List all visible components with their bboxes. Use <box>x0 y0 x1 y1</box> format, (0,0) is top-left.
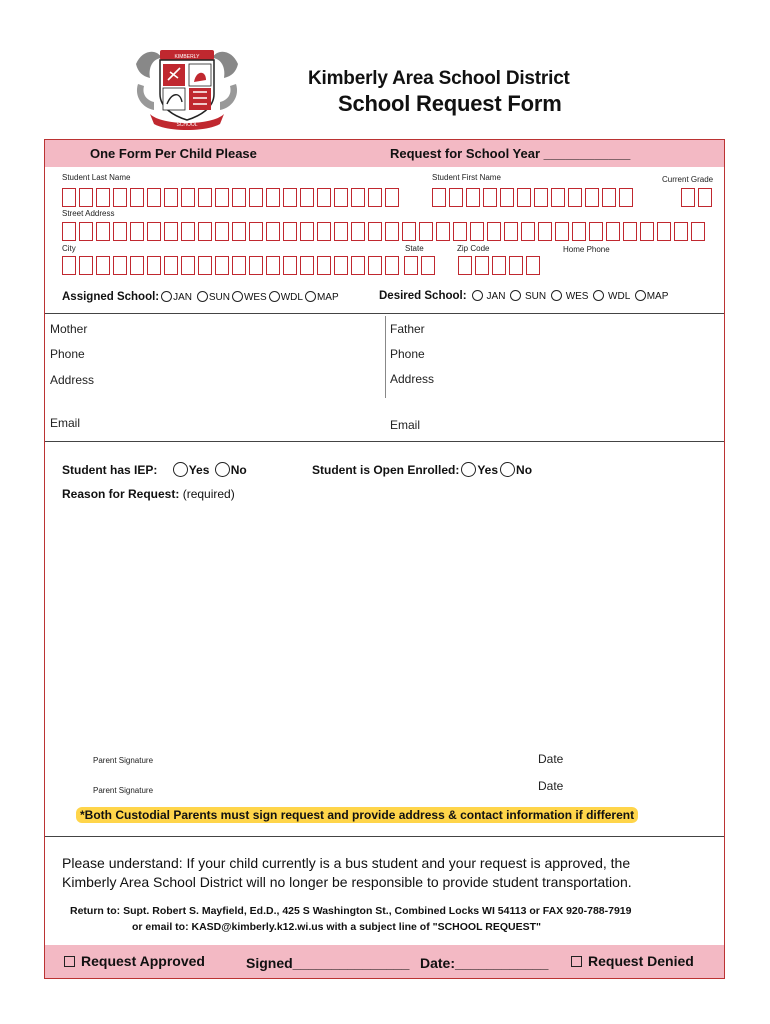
assigned-map-label: MAP <box>316 292 339 303</box>
street-label: Street Address <box>62 209 115 218</box>
parent-signature-line-2[interactable] <box>165 794 515 795</box>
crest-top-text: KIMBERLY <box>174 54 200 60</box>
signed-field[interactable]: Signed_______________ <box>246 955 410 971</box>
city-boxes[interactable] <box>62 256 402 275</box>
denied-checkbox[interactable] <box>571 956 582 967</box>
crest-bottom-text: SCHOOL <box>176 122 198 128</box>
last-name-label: Student Last Name <box>62 173 131 182</box>
assigned-map-radio[interactable] <box>305 291 316 302</box>
desired-wes-radio[interactable] <box>551 290 562 301</box>
request-approved[interactable] <box>64 953 205 969</box>
transport-notice <box>62 854 632 892</box>
desired-map-radio[interactable] <box>635 290 646 301</box>
reason-row <box>62 487 235 501</box>
father-label: Father <box>390 322 425 336</box>
reason-textarea[interactable] <box>62 508 702 748</box>
father-email-label: Email <box>390 418 421 432</box>
desired-map-label: MAP <box>646 291 669 302</box>
desired-wdl-radio[interactable] <box>593 290 604 301</box>
mother-phone-label: Phone <box>50 347 85 361</box>
desired-wdl-label: WDL <box>608 291 630 302</box>
return-line-2: or email to: KASD@kimberly.k12.wi.us with a subject line of "SCHOOL REQUEST" <box>132 921 541 933</box>
desired-wes-label: WES <box>565 291 589 302</box>
approval-date-field[interactable]: Date:____________ <box>420 955 549 971</box>
district-crest-logo <box>132 44 242 132</box>
transport-notice-line-1: Please understand: If your child currently is a bus student and your request is approved, the <box>62 855 631 871</box>
father-address-label: Address <box>390 372 435 386</box>
open-yes-label: Yes <box>477 463 499 477</box>
assigned-school-label: Assigned School: <box>62 291 160 303</box>
city-label: City <box>62 244 76 253</box>
desired-jan-radio[interactable] <box>472 290 483 301</box>
school-year-field[interactable]: Request for School Year ____________ <box>390 146 631 161</box>
return-line-1: Return to: Supt. Robert S. Mayfield, Ed.D., 425 S Washington St., Combined Locks WI 54113 or FAX 920-788-7919 <box>70 905 632 917</box>
approved-label: Request Approved <box>81 953 205 969</box>
divider-request-top <box>45 441 724 442</box>
first-name-boxes[interactable] <box>432 188 636 207</box>
iep-no-label: No <box>230 463 247 477</box>
father-phone-label: Phone <box>390 347 425 361</box>
one-form-note: One Form Per Child Please <box>90 146 257 161</box>
request-denied[interactable] <box>571 953 694 969</box>
last-name-boxes[interactable] <box>62 188 402 207</box>
mother-label: Mother <box>50 322 88 336</box>
assigned-wes-radio[interactable] <box>232 291 243 302</box>
parents-divider <box>385 316 386 398</box>
iep-no-radio[interactable] <box>215 462 230 477</box>
reason-label: Reason for Request: <box>62 487 180 501</box>
date-label-2: Date <box>538 779 564 793</box>
state-label: State <box>405 244 424 253</box>
iep-label: Student has IEP: <box>62 463 158 477</box>
desired-jan-label: JAN <box>486 291 506 302</box>
home-phone-label: Home Phone <box>563 245 610 254</box>
denied-label: Request Denied <box>588 953 694 969</box>
parent-signature-line-1[interactable] <box>165 764 515 765</box>
date-label-1: Date <box>538 752 564 766</box>
reason-note: (required) <box>182 487 235 501</box>
divider-parents-top <box>45 313 724 314</box>
assigned-wes-label: WES <box>243 292 267 303</box>
parent-signature-label-2: Parent Signature <box>93 786 154 795</box>
district-name: Kimberly Area School District <box>308 68 570 89</box>
open-enrolled-label: Student is Open Enrolled: <box>312 463 460 477</box>
open-no-radio[interactable] <box>500 462 515 477</box>
grade-label: Current Grade <box>662 175 714 184</box>
custodial-note: *Both Custodial Parents must sign request and provide address & contact information if different <box>76 807 638 823</box>
assigned-jan-radio[interactable] <box>161 291 172 302</box>
transport-notice-line-2: Kimberly Area School District will no longer be responsible to provide student transportation. <box>62 874 632 890</box>
street-boxes[interactable] <box>62 222 708 241</box>
iep-row <box>62 462 247 477</box>
zip-label: Zip Code <box>457 244 490 253</box>
form-title: School Request Form <box>338 91 562 116</box>
assigned-school-row <box>62 291 339 303</box>
desired-sun-radio[interactable] <box>510 290 521 301</box>
assigned-jan-label: JAN <box>173 292 193 303</box>
mother-address-label: Address <box>50 373 95 387</box>
custodial-note-box <box>76 806 638 824</box>
desired-sun-label: SUN <box>525 291 547 302</box>
parent-signature-label-1: Parent Signature <box>93 756 154 765</box>
divider-footer-top <box>45 836 724 837</box>
approved-checkbox[interactable] <box>64 956 75 967</box>
assigned-sun-label: SUN <box>208 292 230 303</box>
open-no-label: No <box>516 463 533 477</box>
assigned-wdl-label: WDL <box>280 292 303 303</box>
grade-boxes[interactable] <box>681 188 715 207</box>
iep-yes-radio[interactable] <box>173 462 188 477</box>
desired-school-row <box>379 290 668 302</box>
first-name-label: Student First Name <box>432 173 501 182</box>
open-yes-radio[interactable] <box>461 462 476 477</box>
assigned-wdl-radio[interactable] <box>269 291 280 302</box>
mother-email-label: Email <box>50 416 81 430</box>
open-enrolled-row <box>312 462 532 477</box>
iep-yes-label: Yes <box>188 463 210 477</box>
desired-school-label: Desired School: <box>379 290 467 302</box>
state-boxes[interactable] <box>404 256 438 275</box>
assigned-sun-radio[interactable] <box>197 291 208 302</box>
zip-boxes[interactable] <box>458 256 543 275</box>
